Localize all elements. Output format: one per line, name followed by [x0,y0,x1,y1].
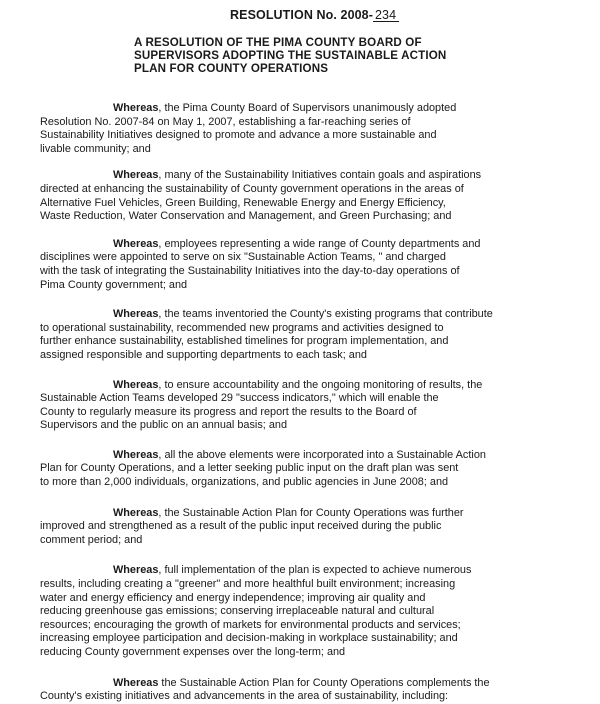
paragraph-line: Resolution No. 2007-84 on May 1, 2007, establishing a far-reaching series of [40,115,411,128]
resolution-body [40,102,568,704]
whereas-paragraph [40,449,568,490]
whereas-lead: Whereas [113,564,159,577]
paragraph-line: results, including creating a "greener" and more healthful built environment; increasing [40,578,456,591]
paragraph-line: Alternative Fuel Vehicles, Green Building, Renewable Energy and Energy Efficiency, [40,196,446,209]
paragraph-line: Supervisors and the public on an annual basis; and [40,419,288,432]
paragraph-line: assigned responsible and supporting departments to each task; and [40,348,367,361]
whereas-lead: Whereas [113,448,159,461]
whereas-lead: Whereas [113,378,159,391]
paragraph-line: improved and strengthened as a result of the public input received during the public [40,520,442,533]
whereas-paragraph [40,169,568,223]
whereas-paragraph [40,102,568,156]
paragraph-line: livable community; and [40,142,151,155]
paragraph-line: Plan for County Operations, and a letter seeking public input on the draft plan was sent [40,462,459,475]
paragraph-line: directed at enhancing the sustainability of County government operations in the areas of [40,182,464,195]
resolution-number: 234 [373,9,399,22]
paragraph-line: Whereas, the Pima County Board of Supervisors unanimously adopted [113,102,457,114]
paragraph-line: Whereas, full implementation of the plan is expected to achieve numerous [113,564,472,577]
title-line: PLAN FOR COUNTY OPERATIONS [134,62,329,75]
paragraph-line: water and energy efficiency and energy independence; improving air quality and [40,591,426,604]
paragraph-line: County's existing initiatives and advancements in the area of sustainability, including: [40,690,449,703]
whereas-lead: Whereas [113,506,159,519]
paragraph-line: Whereas, to ensure accountability and the ongoing monitoring of results, the [113,378,483,391]
paragraph-line: reducing greenhouse gas emissions; conserving irreplaceable natural and cultural [40,605,435,618]
paragraph-line: resources; encouraging the growth of markets for environmental products and services; [40,618,461,631]
paragraph-line: Sustainable Action Teams developed 29 "success indicators," which will enable the [40,392,439,405]
paragraph-line: Whereas, many of the Sustainability Initiatives contain goals and aspirations [113,169,482,182]
paragraph-line: Whereas, the teams inventoried the County's existing programs that contribute [113,308,493,321]
paragraph-line: Whereas, the Sustainable Action Plan for County Operations was further [113,506,464,519]
resolution-number-heading [230,8,399,22]
whereas-paragraph [40,379,568,433]
paragraph-line: Whereas, employees representing a wide range of County departments and [113,237,481,250]
whereas-paragraph [40,308,568,362]
paragraph-line: further enhance sustainability, established timelines for program implementation, and [40,335,449,348]
paragraph-line: to more than 2,000 individuals, organizations, and public agencies in June 2008; and [40,476,449,489]
paragraph-line: Waste Reduction, Water Conservation and Management, and Green Purchasing; and [40,210,452,223]
whereas-lead: Whereas [113,308,159,321]
paragraph-line: to operational sustainability, recommended new programs and activities designed to [40,321,444,334]
resolution-label: RESOLUTION No. 2008- [230,8,373,22]
whereas-lead: Whereas [113,237,159,250]
paragraph-line: Whereas, all the above elements were incorporated into a Sustainable Action [113,448,486,461]
paragraph-line: Pima County government; and [40,278,188,291]
whereas-paragraph [40,564,568,659]
paragraph-line: Whereas the Sustainable Action Plan for County Operations complements the [113,676,490,689]
whereas-lead: Whereas [113,169,159,182]
paragraph-line: reducing County government expenses over the long-term; and [40,646,346,658]
whereas-paragraph [40,677,568,704]
title-line: SUPERVISORS ADOPTING THE SUSTAINABLE ACTION [134,49,447,62]
paragraph-line: comment period; and [40,533,143,546]
whereas-paragraph [40,238,568,292]
paragraph-line: increasing employee participation and decision-making in workplace sustainability; and [40,632,458,645]
whereas-lead: Whereas [113,676,159,689]
whereas-lead: Whereas [113,102,159,114]
paragraph-line: with the task of integrating the Sustainability Initiatives into the day-to-day operations of [40,264,460,277]
resolution-title [134,36,474,75]
paragraph-line: disciplines were appointed to serve on six "Sustainable Action Teams, " and charged [40,251,446,264]
paragraph-line: Sustainability Initiatives designed to promote and advance a more sustainable and [40,129,437,142]
paragraph-line: County to regularly measure its progress and report the results to the Board of [40,405,417,418]
title-line: A RESOLUTION OF THE PIMA COUNTY BOARD OF [134,36,422,49]
whereas-paragraph [40,507,568,548]
